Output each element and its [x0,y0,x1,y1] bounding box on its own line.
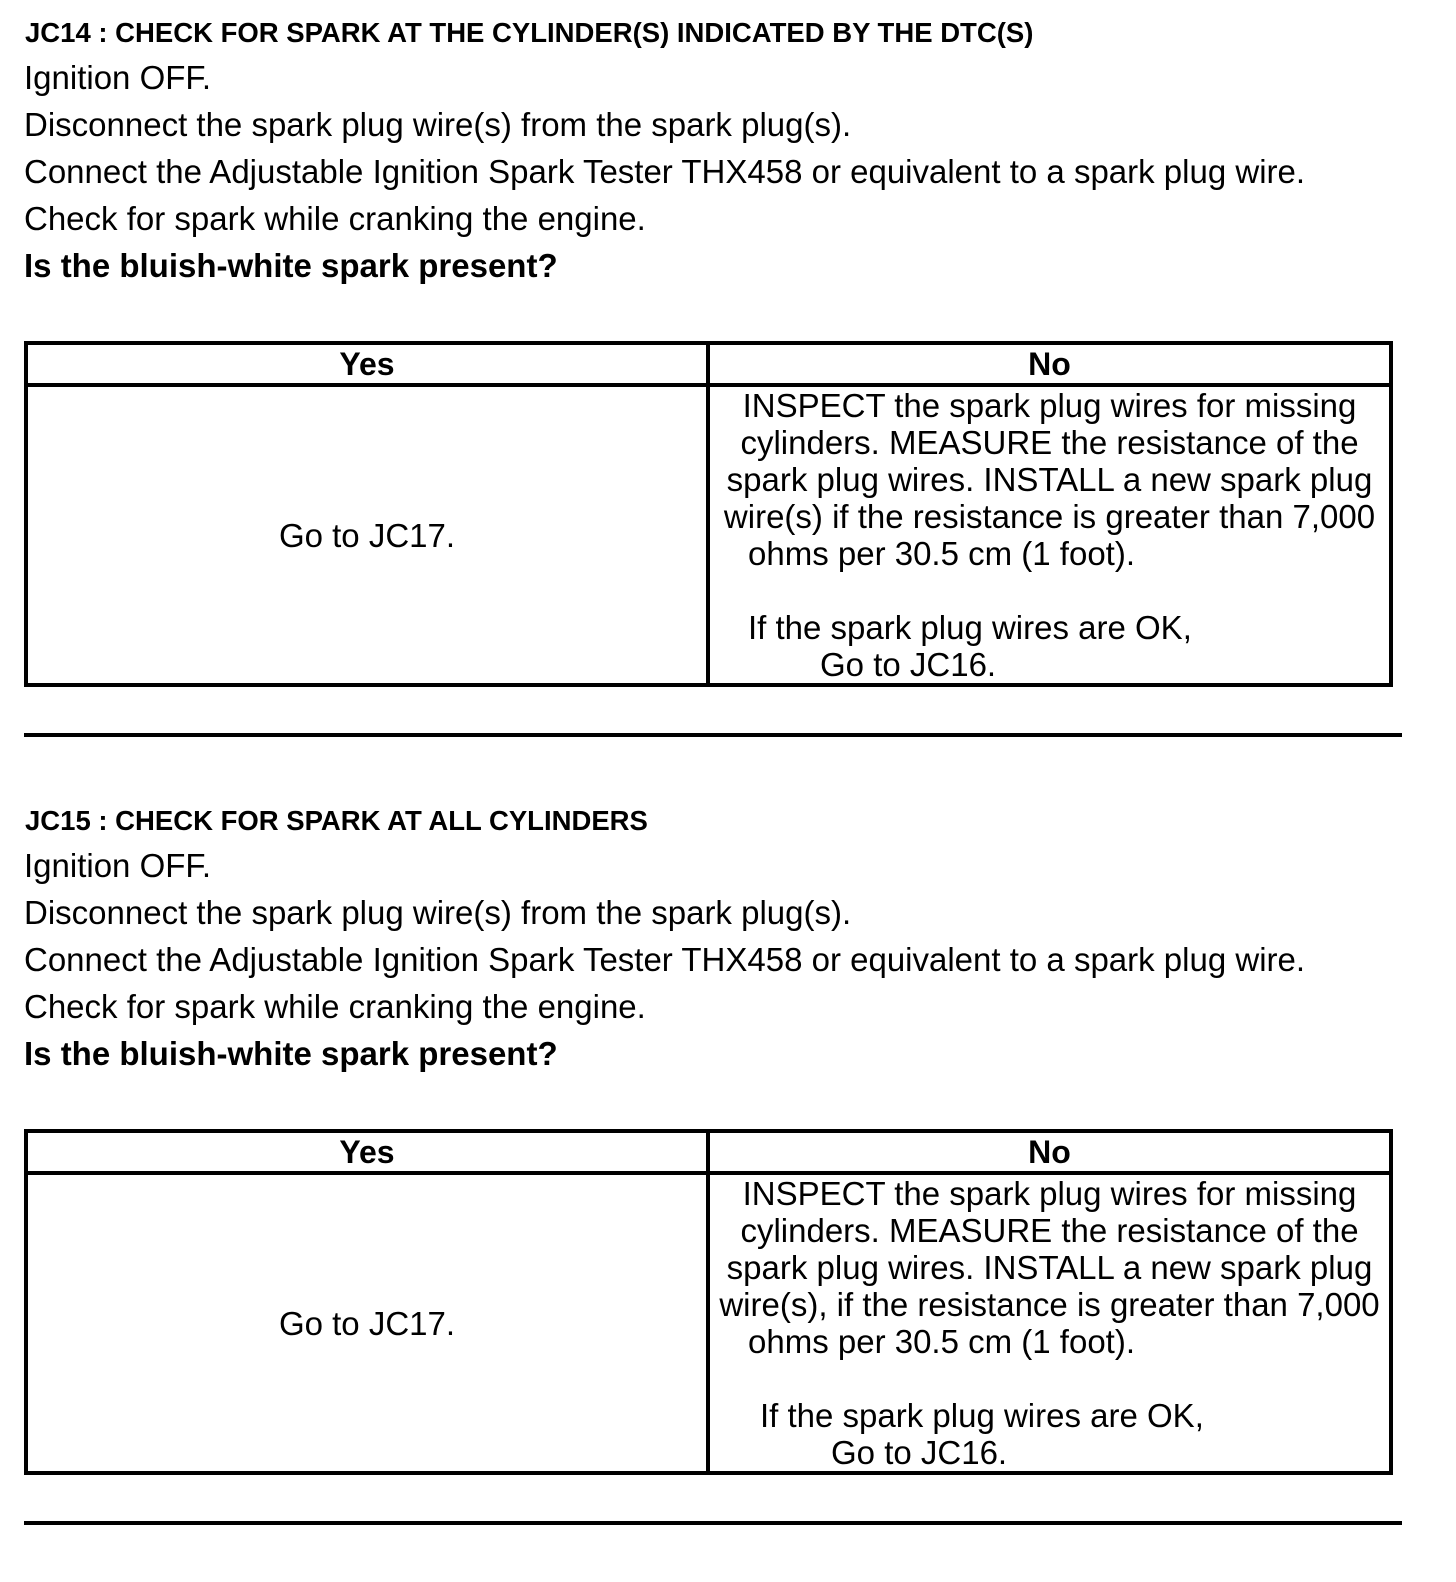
yes-action-text: Go to JC17. [278,1304,456,1342]
no-action-line: ohms per 30.5 cm (1 foot). [748,1323,1135,1360]
no-header: No [710,1133,1389,1175]
blank-line [710,1360,1389,1397]
no-action-line: cylinders. MEASURE the resistance of the [740,1212,1359,1249]
no-header: No [710,345,1389,387]
section-jc15 [0,788,1456,1576]
no-action-cell [710,387,1389,683]
yes-action-text: Go to JC17. [278,516,456,554]
step-text: Check for spark while cranking the engine. [24,988,646,1025]
step-list [24,842,1305,1077]
yes-no-table [24,1129,1393,1475]
no-ok-goto: Go to JC16. [831,1434,1008,1471]
no-ok-condition: If the spark plug wires are OK, [760,1397,1204,1434]
question-text: Is the bluish-white spark present? [24,247,558,284]
yes-header: Yes [28,345,710,387]
section-jc14 [0,0,1456,788]
step-text: Disconnect the spark plug wire(s) from the spark plug(s). [24,106,852,143]
step-text: Disconnect the spark plug wire(s) from the spark plug(s). [24,894,852,931]
step-text: Check for spark while cranking the engine. [24,200,646,237]
yes-no-table [24,341,1393,687]
no-action-line: INSPECT the spark plug wires for missing [742,1175,1357,1212]
blank-line [710,572,1389,609]
step-text: Ignition OFF. [24,847,212,884]
no-action-line: wire(s) if the resistance is greater than 7,000 [723,498,1376,535]
section-heading: JC15 : CHECK FOR SPARK AT ALL CYLINDERS [25,805,648,836]
section-heading: JC14 : CHECK FOR SPARK AT THE CYLINDER(S) INDICATED BY THE DTC(S) [25,17,1034,48]
yes-action-cell [28,1175,710,1471]
step-text: Ignition OFF. [24,59,212,96]
yes-header: Yes [28,1133,710,1175]
no-action-line: cylinders. MEASURE the resistance of the [740,424,1359,461]
step-list [24,54,1305,289]
yes-action-cell [28,387,710,683]
step-text: Connect the Adjustable Ignition Spark Tester THX458 or equivalent to a spark plug wire. [24,153,1306,190]
no-action-line: wire(s), if the resistance is greater than 7,000 [719,1286,1380,1323]
question-text: Is the bluish-white spark present? [24,1035,558,1072]
section-divider [24,1521,1402,1525]
no-action-line: ohms per 30.5 cm (1 foot). [748,535,1135,572]
no-ok-goto: Go to JC16. [820,646,997,683]
no-action-line: spark plug wires. INSTALL a new spark plug [726,461,1373,498]
step-text: Connect the Adjustable Ignition Spark Tester THX458 or equivalent to a spark plug wire. [24,941,1306,978]
section-divider [24,733,1402,737]
no-action-line: spark plug wires. INSTALL a new spark plug [726,1249,1373,1286]
no-action-cell [710,1175,1389,1471]
no-ok-condition: If the spark plug wires are OK, [748,609,1192,646]
no-action-line: INSPECT the spark plug wires for missing [742,387,1357,424]
